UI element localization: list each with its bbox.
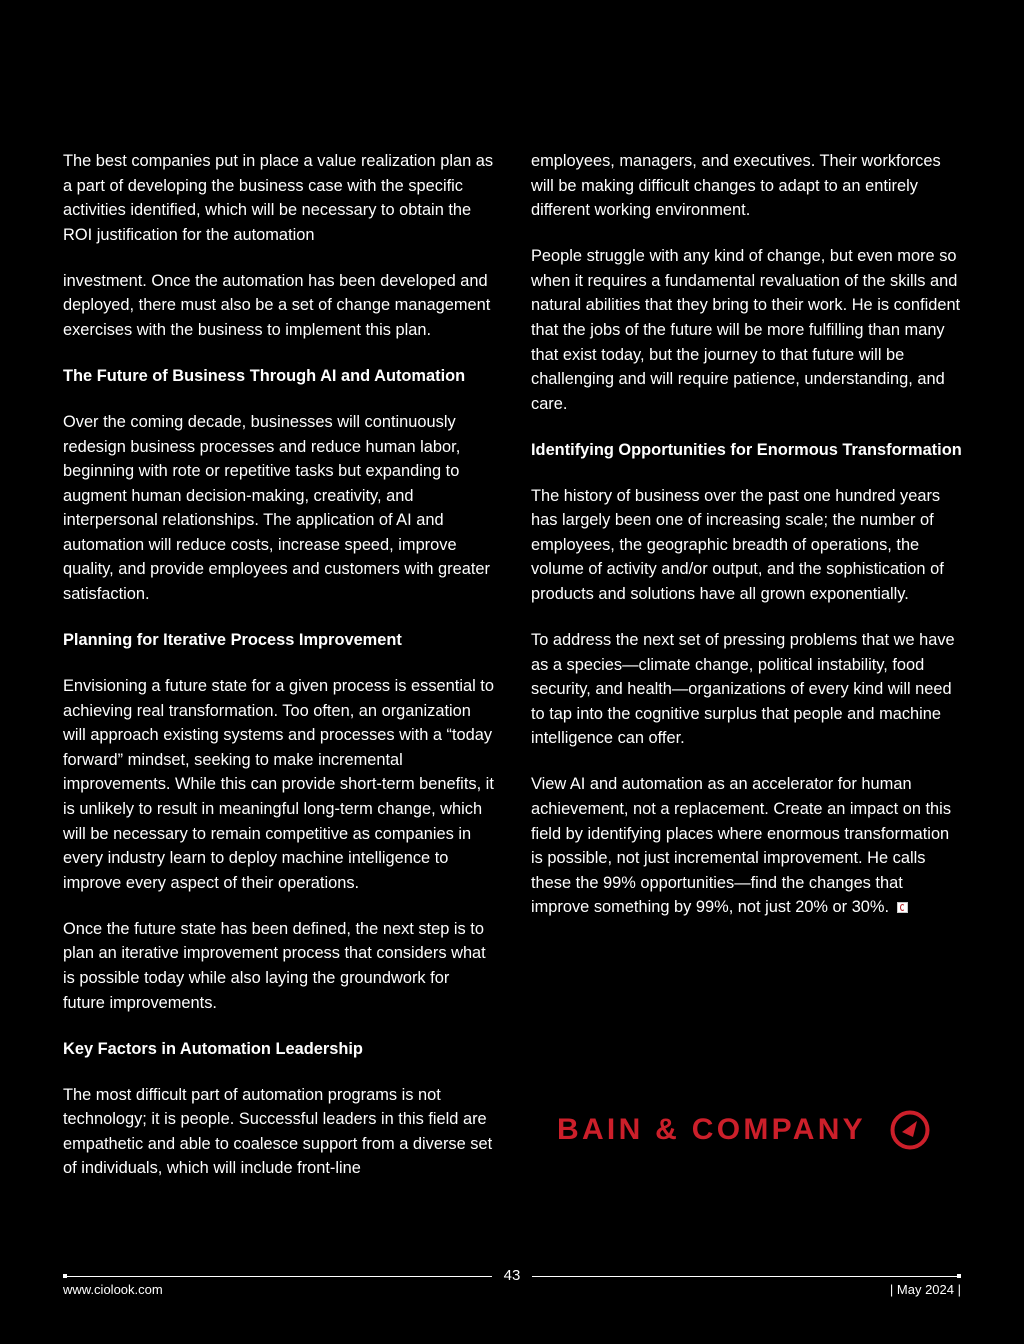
footer-rule-dot	[957, 1274, 961, 1278]
paragraph: The most difficult part of automation programs is not technology; it is people. Successful leaders in this field are empathetic and able to coalesce support from a diverse set of individuals, which will include front-line	[63, 1085, 493, 1178]
section-heading: Key Factors in Automation Leadership	[63, 1039, 363, 1058]
footer-issue-date: | May 2024 |	[889, 1282, 961, 1297]
section-heading: Identifying Opportunities for Enormous Transformation	[531, 440, 962, 459]
paragraph: Envisioning a future state for a given process is essential to achieving real transformation. Too often, an organization will approach existing systems and processes with a “today forward” mindset, seeking to make incremental improvements. While this can provide short-term benefits, it is unlikely to result in meaningful long-term change, which will be necessary to remain competitive as companies in every industry learn to deploy machine intelligence to improve every aspect of their operations.	[63, 677, 494, 892]
page-number: 43	[492, 1267, 532, 1285]
closing-paragraph	[531, 772, 963, 920]
right-column	[531, 149, 963, 941]
paragraph: The history of business over the past one hundred years has largely been one of increasing scale; the number of employees, the geographic breadth of operations, the volume of activity and/or output, and the sophistication of products and solutions have all grown exponentially.	[531, 486, 944, 604]
paragraph: People struggle with any kind of change, but even more so when it requires a fundamental revaluation of the skills and natural abilities that they bring to their work. He is confident that the jobs of the future will be more fulfilling than many that exist today, but the journey to that future will be challenging and will require patience, understanding, and care.	[531, 247, 961, 413]
section-heading: The Future of Business Through AI and Automation	[63, 366, 466, 385]
footer-website[interactable]: www.ciolook.com	[63, 1282, 163, 1297]
paragraph: employees, managers, and executives. Their workforces will be making difficult changes to adapt to an entirely different working environment.	[531, 152, 941, 220]
section-heading: Planning for Iterative Process Improvement	[63, 631, 402, 650]
paragraph: To address the next set of pressing problems that we have as a species—climate change, political instability, food security, and health—organizations of every kind will need to tap into the cognitive surplus that people and machine intelligence can offer.	[531, 631, 955, 748]
paragraph-text: View AI and automation as an accelerator for human achievement, not a replacement. Create an impact on this field by identifying places where enormous transformation is possible, not just incremental improvement. He calls these the 99% opportunities—find the changes that improve something by 99%, not just 20% or 30%.	[531, 775, 952, 917]
logo-text: BAIN & COMPANY	[557, 1113, 866, 1146]
paragraph: Over the coming decade, businesses will continuously redesign business processes and reduce human labor, beginning with rote or repetitive tasks but expanding to augment human decision-making, creativity, and interpersonal relationships. The application of AI and automation will reduce costs, increase speed, improve quality, and provide employees and customers with greater satisfaction.	[63, 412, 490, 604]
left-column	[63, 149, 495, 1202]
footer-rule-dot	[63, 1274, 67, 1278]
end-mark-icon	[897, 902, 908, 913]
paragraph: investment. Once the automation has been developed and deployed, there must also be a set of change management exercises with the business to implement this plan.	[63, 271, 491, 339]
paragraph: The best companies put in place a value realization plan as a part of developing the business case with the specific activities identified, which will be necessary to obtain the ROI justification for the automation	[63, 152, 494, 244]
bain-company-logo	[557, 1106, 937, 1154]
paragraph: Once the future state has been defined, the next step is to plan an iterative improvement process that considers what is possible today while also laying the groundwork for future improvements.	[63, 919, 486, 1012]
bain-compass-icon	[889, 1109, 931, 1151]
